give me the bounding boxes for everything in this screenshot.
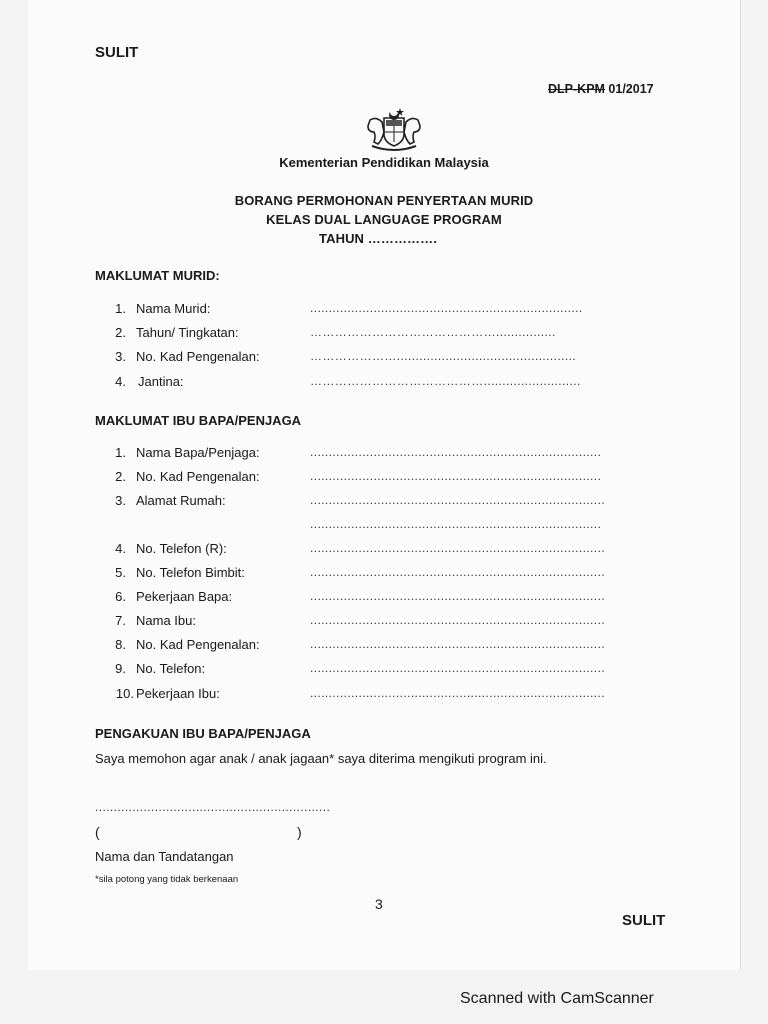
page-number: 3 bbox=[375, 896, 383, 912]
field-label-mother-ic: No. Kad Pengenalan: bbox=[136, 637, 260, 652]
form-title-line-2: KELAS DUAL LANGUAGE PROGRAM bbox=[266, 212, 502, 227]
fill-line-student-name[interactable]: ......................................................................... bbox=[310, 301, 583, 315]
name-paren-close: ) bbox=[297, 824, 302, 840]
field-label-mobile-phone: No. Telefon Bimbit: bbox=[136, 565, 245, 580]
field-label-home-phone: No. Telefon (R): bbox=[136, 541, 227, 556]
field-number: 8. bbox=[115, 637, 126, 652]
declaration-heading: PENGAKUAN IBU BAPA/PENJAGA bbox=[95, 726, 311, 741]
fill-line-student-ic[interactable]: …………………................................................ bbox=[310, 349, 577, 363]
document-code-number: 01/2017 bbox=[604, 82, 654, 96]
footnote: *sila potong yang tidak berkenaan bbox=[95, 874, 239, 885]
field-label-student-name: Nama Murid: bbox=[136, 301, 211, 316]
field-label-father-ic: No. Kad Pengenalan: bbox=[136, 469, 260, 484]
document-code bbox=[548, 82, 654, 96]
field-number: 2. bbox=[115, 325, 126, 340]
form-title-line-1: BORANG PERMOHONAN PENYERTAAN MURID bbox=[234, 193, 534, 208]
field-number: 7. bbox=[115, 613, 126, 628]
field-label-year-form: Tahun/ Tingkatan: bbox=[136, 325, 239, 340]
name-paren-open: ( bbox=[95, 824, 100, 840]
field-number: 10. bbox=[115, 686, 134, 701]
field-label-mother-name: Nama Ibu: bbox=[136, 613, 196, 628]
footer-classification: SULIT bbox=[622, 912, 666, 929]
fill-line-year-form[interactable]: ………………………………………................ bbox=[310, 325, 556, 339]
fill-line-mother-name[interactable]: ............................................................................... bbox=[310, 613, 605, 627]
field-number: 2. bbox=[115, 469, 126, 484]
fill-line-mother-phone[interactable]: ............................................................................... bbox=[310, 661, 605, 675]
document-code-struck: DLP-KPM bbox=[548, 82, 605, 96]
fill-line-mother-occupation[interactable]: ............................................................................... bbox=[310, 686, 605, 700]
fill-line-father-guardian-name[interactable]: .............................................................................. bbox=[310, 445, 602, 459]
field-label-father-guardian-name: Nama Bapa/Penjaga: bbox=[136, 445, 260, 460]
parent-section-heading: MAKLUMAT IBU BAPA/PENJAGA bbox=[95, 413, 302, 428]
declaration-text: Saya memohon agar anak / anak jagaan* saya diterima mengikuti program ini. bbox=[95, 751, 547, 766]
signature-line[interactable]: ............................................................... bbox=[95, 800, 331, 814]
scanner-watermark: Scanned with CamScanner bbox=[460, 990, 654, 1007]
field-number: 6. bbox=[115, 589, 126, 604]
field-number: 3. bbox=[115, 493, 126, 508]
fill-line-home-phone[interactable]: ............................................................................... bbox=[310, 541, 605, 555]
fill-line-mother-ic[interactable]: ............................................................................... bbox=[310, 637, 605, 651]
ministry-name: Kementerian Pendidikan Malaysia bbox=[279, 155, 489, 170]
field-number: 1. bbox=[115, 301, 126, 316]
field-number: 3. bbox=[115, 349, 126, 364]
field-label-mother-phone: No. Telefon: bbox=[136, 661, 206, 676]
field-number: 5. bbox=[115, 565, 126, 580]
student-section-heading: MAKLUMAT MURID: bbox=[95, 268, 220, 283]
field-label-home-address: Alamat Rumah: bbox=[136, 493, 226, 508]
field-label-student-ic: No. Kad Pengenalan: bbox=[136, 349, 260, 364]
fill-line-gender[interactable]: …………………………………….......................... bbox=[310, 374, 581, 388]
form-title-year: TAHUN ……………. bbox=[319, 231, 437, 246]
field-label-mother-occupation: Pekerjaan Ibu: bbox=[136, 686, 220, 701]
field-number: 1. bbox=[115, 445, 126, 460]
field-number: 4. bbox=[115, 541, 126, 556]
fill-line-home-address-1[interactable]: ............................................................................... bbox=[310, 493, 605, 507]
fill-line-father-ic[interactable]: .............................................................................. bbox=[310, 469, 602, 483]
signature-label: Nama dan Tandatangan bbox=[95, 849, 234, 864]
fill-line-mobile-phone[interactable]: ............................................................................... bbox=[310, 565, 605, 579]
malaysia-coat-of-arms-icon bbox=[360, 106, 428, 152]
fill-line-home-address-2[interactable]: .............................................................................. bbox=[310, 517, 602, 531]
field-label-father-occupation: Pekerjaan Bapa: bbox=[136, 589, 233, 604]
field-label-gender: Jantina: bbox=[138, 374, 184, 389]
header-classification: SULIT bbox=[95, 44, 139, 61]
field-number: 4. bbox=[115, 374, 126, 389]
fill-line-father-occupation[interactable]: ............................................................................... bbox=[310, 589, 605, 603]
field-number: 9. bbox=[115, 661, 126, 676]
